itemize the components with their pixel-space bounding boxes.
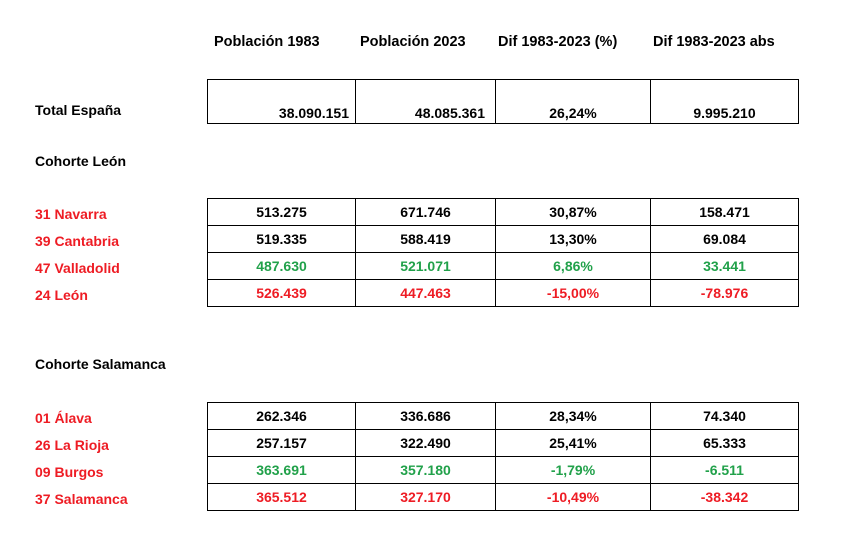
table-row: [208, 226, 799, 253]
table-cell: 65.333: [651, 430, 799, 457]
row-label: 39 Cantabria: [35, 233, 120, 249]
table-cell: -10,49%: [496, 484, 651, 511]
table-cell: 262.346: [208, 403, 356, 430]
table-cell: -38.342: [651, 484, 799, 511]
table-cell: 327.170: [356, 484, 496, 511]
table-cell: 363.691: [208, 457, 356, 484]
row-label: 01 Álava: [35, 410, 92, 426]
cohort-salamanca-table: [207, 402, 799, 511]
table-row: [208, 253, 799, 280]
table-cell: 336.686: [356, 403, 496, 430]
table-cell: 487.630: [208, 253, 356, 280]
table-cell: 357.180: [356, 457, 496, 484]
total-row: [208, 80, 799, 124]
row-label: 31 Navarra: [35, 206, 107, 222]
table-cell: 6,86%: [496, 253, 651, 280]
table-cell: -78.976: [651, 280, 799, 307]
cohort-title: Cohorte Salamanca: [35, 356, 166, 372]
total-cell: 26,24%: [496, 80, 651, 124]
col-header-poblacion-1983: Población 1983: [214, 34, 320, 50]
total-label: Total España: [35, 102, 122, 118]
table-row: [208, 403, 799, 430]
table-cell: 25,41%: [496, 430, 651, 457]
row-label: 47 Valladolid: [35, 260, 120, 276]
total-cell: 38.090.151: [208, 80, 356, 124]
table-cell: 69.084: [651, 226, 799, 253]
table-cell: 365.512: [208, 484, 356, 511]
table-cell: 257.157: [208, 430, 356, 457]
total-cell: 9.995.210: [651, 80, 799, 124]
table-cell: 588.419: [356, 226, 496, 253]
table-cell: 513.275: [208, 199, 356, 226]
col-header-poblacion-2023: Población 2023: [360, 34, 466, 50]
row-label: 09 Burgos: [35, 464, 104, 480]
total-table: [207, 79, 799, 124]
row-label: 37 Salamanca: [35, 491, 128, 507]
table-cell: -6.511: [651, 457, 799, 484]
row-label: 26 La Rioja: [35, 437, 109, 453]
table-cell: -15,00%: [496, 280, 651, 307]
table-row: [208, 280, 799, 307]
table-cell: 322.490: [356, 430, 496, 457]
table-cell: 519.335: [208, 226, 356, 253]
table-row: [208, 199, 799, 226]
table-row: [208, 430, 799, 457]
table-cell: 526.439: [208, 280, 356, 307]
table-cell: 28,34%: [496, 403, 651, 430]
table-cell: 74.340: [651, 403, 799, 430]
row-label: 24 León: [35, 287, 88, 303]
table-cell: 671.746: [356, 199, 496, 226]
col-header-dif-percent: Dif 1983-2023 (%): [498, 34, 618, 50]
cohort-title: Cohorte León: [35, 153, 126, 169]
table-cell: -1,79%: [496, 457, 651, 484]
table-cell: 13,30%: [496, 226, 651, 253]
table-cell: 30,87%: [496, 199, 651, 226]
col-header-dif-abs: Dif 1983-2023 abs: [653, 34, 775, 50]
table-row: [208, 457, 799, 484]
table-cell: 447.463: [356, 280, 496, 307]
cohort-leon-table: [207, 198, 799, 307]
table-cell: 521.071: [356, 253, 496, 280]
total-cell: 48.085.361: [356, 80, 496, 124]
table-cell: 158.471: [651, 199, 799, 226]
table-cell: 33.441: [651, 253, 799, 280]
table-row: [208, 484, 799, 511]
